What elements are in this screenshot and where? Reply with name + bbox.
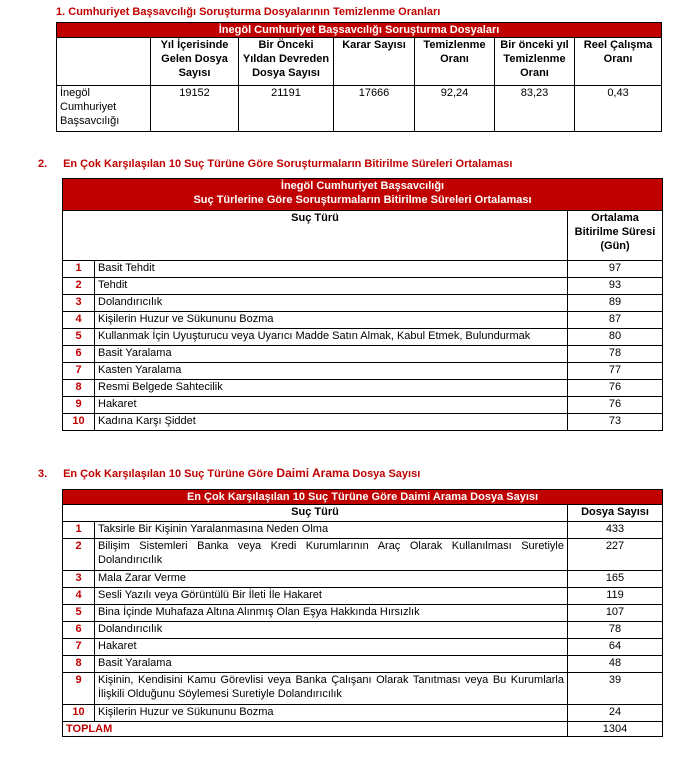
crime-type: Kişinin, Kendisini Kamu Görevlisi veya Banka Çalışanı Olarak Tanıtması veya Bu Kurumlarla İlişkili Olduğunu Söylemesi Suretiyle Dolandırıcılık: [95, 673, 568, 705]
row-number: 10: [63, 705, 95, 722]
row-value: 97: [568, 261, 663, 278]
section-3-heading: [38, 466, 420, 480]
cell-onceki-yil-orani: 83,23: [495, 86, 575, 132]
crime-type: Hakaret: [95, 639, 568, 656]
row-number: 1: [63, 261, 95, 278]
header-dosya-sayisi: Dosya Sayısı: [568, 505, 663, 522]
row-value: 77: [568, 363, 663, 380]
row-value: 119: [568, 588, 663, 605]
row-value: 78: [568, 346, 663, 363]
crime-type: Kişilerin Huzur ve Sükununu Bozma: [95, 312, 568, 329]
daimi-arama-table: [62, 489, 663, 737]
table-row: [63, 588, 663, 605]
row-number: 4: [63, 588, 95, 605]
table-3-title: En Çok Karşılaşılan 10 Suç Türüne Göre Daimi Arama Dosya Sayısı: [63, 490, 663, 505]
section-3-title-suffix: Dosya Sayısı: [349, 468, 421, 480]
crime-type: Basit Yaralama: [95, 656, 568, 673]
row-value: 93: [568, 278, 663, 295]
crime-type: Bilişim Sistemleri Banka veya Kredi Kurumlarının Araç Olarak Kullanılması Suretiyle Dolandırıcılık: [95, 539, 568, 571]
section-2-number: 2.: [38, 158, 48, 170]
row-value: 87: [568, 312, 663, 329]
row-value: 73: [568, 414, 663, 431]
header-suc-turu-3: Suç Türü: [63, 505, 568, 522]
table-2-title: [63, 179, 663, 211]
cell-devreden-dosya: 21191: [239, 86, 334, 132]
crime-type: Dolandırıcılık: [95, 295, 568, 312]
section-1-number: 1.: [56, 6, 66, 18]
header-blank: [57, 38, 151, 86]
header-reel-calisma: Reel Çalışma Oranı: [575, 38, 662, 86]
table-row: [63, 363, 663, 380]
row-number: 8: [63, 380, 95, 397]
table-row: [63, 571, 663, 588]
crime-type: Sesli Yazılı veya Görüntülü Bir İleti İle Hakaret: [95, 588, 568, 605]
row-value: 76: [568, 380, 663, 397]
header-devreden-dosya: Bir Önceki Yıldan Devreden Dosya Sayısı: [239, 38, 334, 86]
cell-karar-sayisi: 17666: [334, 86, 415, 132]
row-value: 227: [568, 539, 663, 571]
table-row: [63, 539, 663, 571]
table-row: [63, 673, 663, 705]
table-2-title-line-1: İnegöl Cumhuriyet Başsavcılığı: [280, 180, 445, 192]
table-row: [63, 522, 663, 539]
row-value: 39: [568, 673, 663, 705]
table-row: [63, 346, 663, 363]
section-1-title: Cumhuriyet Başsavcılığı Soruşturma Dosyalarının Temizlenme Oranları: [68, 6, 441, 18]
table-row: [63, 329, 663, 346]
row-label: İnegöl Cumhuriyet Başsavcılığı: [57, 86, 151, 132]
header-temizlenme-orani: Temizlenme Oranı: [415, 38, 495, 86]
row-value: 48: [568, 656, 663, 673]
section-3-title-highlight: Daimi Arama: [276, 466, 350, 480]
row-number: 8: [63, 656, 95, 673]
row-number: 9: [63, 673, 95, 705]
section-3-number: 3.: [38, 468, 48, 480]
section-2-title: En Çok Karşılaşılan 10 Suç Türüne Göre Soruşturmaların Bitirilme Süreleri Ortalaması: [63, 158, 513, 170]
table-row: [63, 656, 663, 673]
row-value: 76: [568, 397, 663, 414]
crime-type: Dolandırıcılık: [95, 622, 568, 639]
row-value: 433: [568, 522, 663, 539]
table-row: [63, 312, 663, 329]
row-number: 1: [63, 522, 95, 539]
header-karar-sayisi: Karar Sayısı: [334, 38, 415, 86]
row-number: 5: [63, 605, 95, 622]
table-2-title-line-2: Suç Türlerine Göre Soruşturmaların Bitirilme Süreleri Ortalaması: [193, 194, 532, 206]
row-value: 78: [568, 622, 663, 639]
header-onceki-yil-orani: Bir önceki yıl Temizlenme Oranı: [495, 38, 575, 86]
crime-type: Hakaret: [95, 397, 568, 414]
table-row: [63, 397, 663, 414]
header-suc-turu: Suç Türü: [63, 211, 568, 261]
row-number: 6: [63, 346, 95, 363]
row-number: 3: [63, 571, 95, 588]
crime-type: Tehdit: [95, 278, 568, 295]
row-number: 2: [63, 278, 95, 295]
crime-type: Resmi Belgede Sahtecilik: [95, 380, 568, 397]
section-2-heading: [38, 158, 512, 170]
row-number: 4: [63, 312, 95, 329]
crime-type: Mala Zarar Verme: [95, 571, 568, 588]
table-row: [63, 278, 663, 295]
row-number: 3: [63, 295, 95, 312]
row-value: 107: [568, 605, 663, 622]
dosya-temizlenme-table: [56, 22, 662, 132]
row-value: 64: [568, 639, 663, 656]
total-label: TOPLAM: [63, 722, 568, 737]
row-number: 2: [63, 539, 95, 571]
crime-type: Kadına Karşı Şiddet: [95, 414, 568, 431]
cell-temizlenme-orani: 92,24: [415, 86, 495, 132]
row-value: 165: [568, 571, 663, 588]
row-number: 5: [63, 329, 95, 346]
crime-type: Kullanmak İçin Uyuşturucu veya Uyarıcı Madde Satın Almak, Kabul Etmek, Bulundurmak: [95, 329, 568, 346]
table-row: [63, 622, 663, 639]
row-number: 10: [63, 414, 95, 431]
table-row: [63, 414, 663, 431]
crime-type: Kasten Yaralama: [95, 363, 568, 380]
row-number: 9: [63, 397, 95, 414]
row-number: 7: [63, 639, 95, 656]
cell-reel-calisma: 0,43: [575, 86, 662, 132]
row-value: 24: [568, 705, 663, 722]
row-number: 6: [63, 622, 95, 639]
table-1-title: İnegöl Cumhuriyet Başsavcılığı Soruşturma Dosyaları: [57, 23, 662, 38]
table-row: [63, 605, 663, 622]
section-1-heading: [56, 6, 440, 18]
table-row: [63, 295, 663, 312]
bitirilme-sureleri-table: [62, 178, 663, 431]
section-3-title-prefix: En Çok Karşılaşılan 10 Suç Türüne Göre: [63, 468, 277, 480]
row-value: 80: [568, 329, 663, 346]
cell-gelen-dosya: 19152: [151, 86, 239, 132]
crime-type: Basit Tehdit: [95, 261, 568, 278]
crime-type: Kişilerin Huzur ve Sükununu Bozma: [95, 705, 568, 722]
row-number: 7: [63, 363, 95, 380]
header-gelen-dosya: Yıl İçerisinde Gelen Dosya Sayısı: [151, 38, 239, 86]
crime-type: Basit Yaralama: [95, 346, 568, 363]
table-row: [63, 639, 663, 656]
table-row: [63, 261, 663, 278]
table-row: [63, 380, 663, 397]
crime-type: Bina İçinde Muhafaza Altına Alınmış Olan Eşya Hakkında Hırsızlık: [95, 605, 568, 622]
header-ortalama-sure: Ortalama Bitirilme Süresi (Gün): [568, 211, 663, 261]
row-value: 89: [568, 295, 663, 312]
crime-type: Taksirle Bir Kişinin Yaralanmasına Neden Olma: [95, 522, 568, 539]
total-value: 1304: [568, 722, 663, 737]
table-row: [63, 705, 663, 722]
